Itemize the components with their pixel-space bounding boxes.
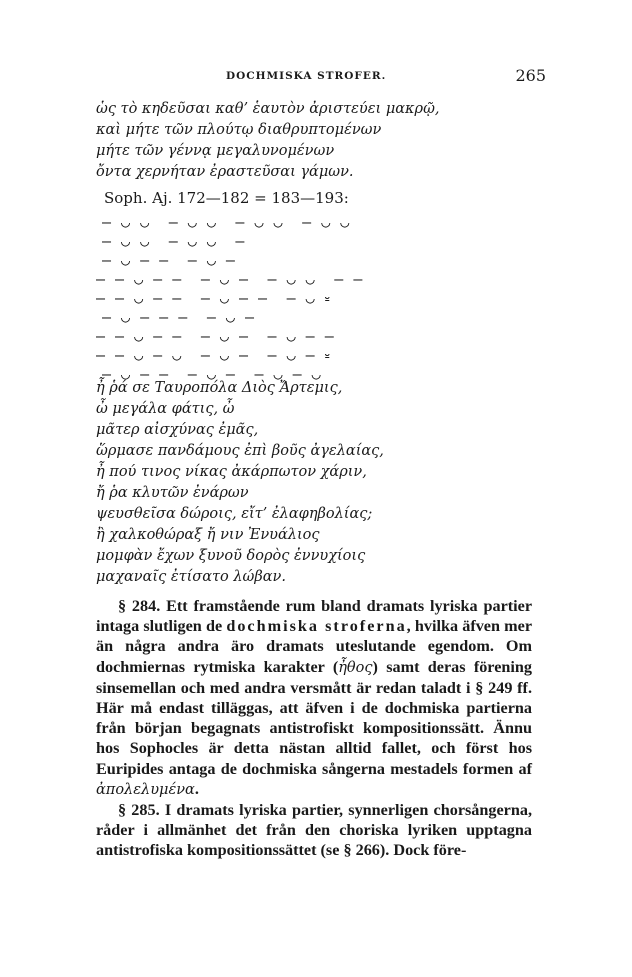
meter-line: — ◡ — — — ◡ —: [102, 251, 236, 269]
source-reference: Soph. Aj. 172—182 = 183—193:: [104, 189, 349, 207]
greek-term: ἀπολελυμένα: [96, 781, 195, 798]
meter-line: — ◡ ◡ — ◡ ◡ — ◡ ◡ — ◡ ◡: [102, 213, 350, 231]
greek-term: ἦθος: [338, 659, 373, 676]
greek-line: μομφὰν ἔχων ξυνοῦ δορὸς ἐννυχίοις: [96, 548, 366, 564]
greek-line: μᾶτερ αἰσχύνας ἐμᾶς,: [96, 422, 259, 438]
page-header: [96, 66, 546, 88]
greek-line: καὶ μήτε τῶν πλούτῳ διαθρυπτομένων: [96, 122, 382, 138]
page-number: 265: [515, 66, 546, 85]
meter-line: — ◡ — — — — ◡ —: [102, 308, 255, 326]
meter-line: — — ◡ — — — ◡ — — — ◡ ⏓: [96, 289, 331, 307]
greek-line: ἦ πού τινος νίκας ἀκάρπωτον χάριν,: [96, 464, 367, 480]
greek-line: ὥρμασε πανδάμους ἐπὶ βοῦς ἀγελαίας,: [96, 443, 384, 459]
greek-line: μήτε τῶν γέννᾳ μεγαλυνομένων: [96, 143, 335, 159]
running-head: DOCHMISKA STROFER.: [226, 70, 387, 82]
metrical-scheme: [96, 213, 396, 384]
paragraph-text: .: [194, 779, 199, 798]
paragraph-text: I dramats lyriska partier, synnerligen chorsångerna, råder i allmänhet det från den choriska lyriken upptagna antistrofiska kompositionssättet (se § 266). Dock före-: [96, 801, 533, 860]
meter-line: — — ◡ — — — ◡ — — ◡ ◡ — —: [96, 270, 363, 288]
paragraph-text: , hvilka äfven mer än några andra äro dramats uteslutande egendom. Om dochmiernas rytmiska karakter (: [96, 617, 533, 676]
paragraph-284: [96, 596, 532, 800]
meter-line: — — ◡ — ◡ — ◡ — — ◡ — ⏓: [96, 346, 331, 364]
greek-line: ψευσθεῖσα δώροις, εἴτ’ ἐλαφηβολίας;: [96, 506, 373, 522]
paragraph-text: Ett framstående rum bland dramats lyriska partier intaga slutligen de: [96, 597, 533, 636]
greek-line: ἢ χαλκοθώραξ ἤ νιν Ἐνυάλιος: [96, 527, 320, 543]
greek-line: ὦ μεγάλα φάτις, ὦ: [96, 401, 235, 417]
greek-line: ἦ ῥά σε Ταυροπόλα Διὸς Ἄρτεμις,: [96, 380, 343, 396]
meter-line: — ◡ — — — ◡ — — ◡ — ◡: [102, 365, 322, 383]
paragraph-text: ) samt deras förening sinsemellan och med andra versmått är redan taladt i § 249 ff. Här må endast tilläggas, att äfven i de dochmiska partierna från början begagnats antistrofiskt kompositionssätt. Ännu hos Sophocles är detta nästan alltid fallet, och först hos Euripides antaga de dochmiska sångerna mestadels formen af: [96, 657, 532, 778]
section-number: § 284.: [118, 597, 161, 615]
greek-line: μαχαναῖς ἐτίσατο λώβαν.: [96, 569, 286, 585]
greek-line: ὡς τὸ κηδεῦσαι καθ’ ἑαυτὸν ἀριστεύει μακρῷ,: [96, 101, 440, 117]
greek-line: ἤ ῥα κλυτῶν ἐνάρων: [96, 485, 249, 501]
greek-line: ὄντα χερνήταν ἐραστεῦσαι γάμων.: [96, 164, 354, 180]
emphasized-term: dochmiska stroferna: [226, 617, 407, 636]
section-number: § 285.: [118, 801, 160, 819]
meter-line: — — ◡ — — — ◡ — — ◡ — —: [96, 327, 335, 345]
meter-line: — ◡ ◡ — ◡ ◡ —: [102, 232, 245, 250]
paragraph-285: [96, 800, 532, 861]
